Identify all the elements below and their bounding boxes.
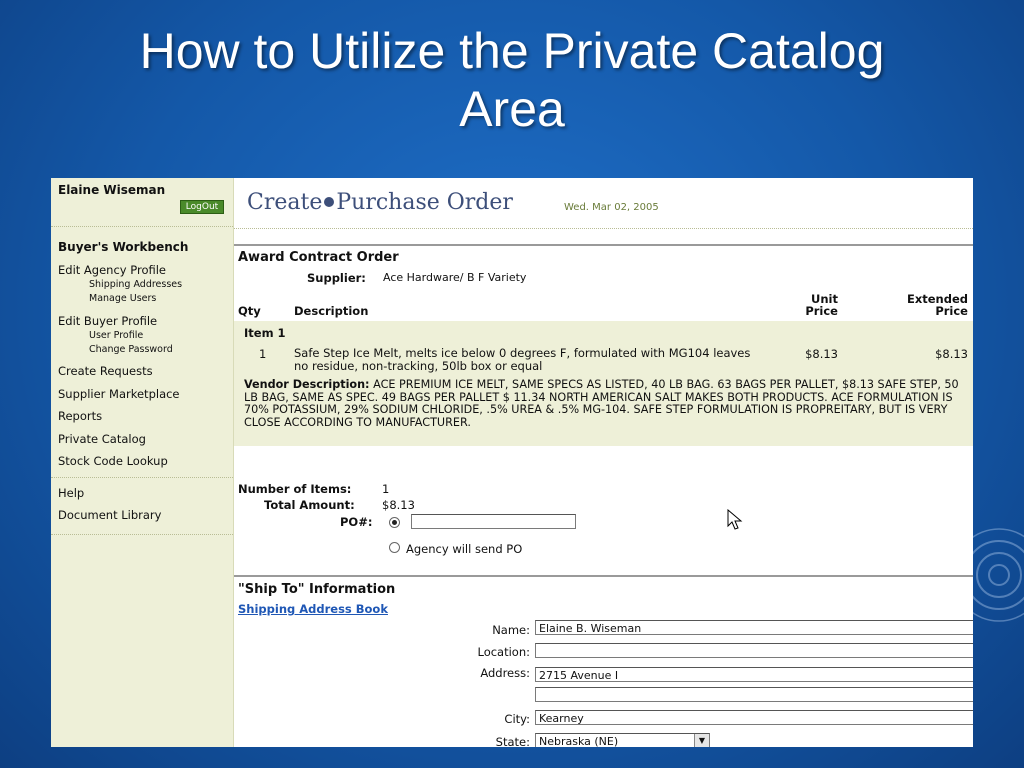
- name-label: Name:: [492, 623, 530, 637]
- name-input[interactable]: Elaine B. Wiseman: [535, 620, 973, 635]
- sidebar-item-stock-code-lookup[interactable]: Stock Code Lookup: [58, 454, 168, 468]
- number-of-items-value: 1: [382, 482, 390, 496]
- sidebar-item-private-catalog[interactable]: Private Catalog: [58, 432, 146, 446]
- supplier-label: Supplier:: [307, 271, 366, 285]
- location-label: Location:: [477, 645, 530, 659]
- location-input[interactable]: [535, 643, 973, 658]
- shipping-address-book-link[interactable]: Shipping Address Book: [238, 602, 388, 616]
- main-content: [234, 178, 973, 747]
- column-header-unit-price-line-1: Unit: [811, 292, 838, 306]
- number-of-items-label: Number of Items:: [238, 482, 352, 496]
- chevron-down-icon[interactable]: ▼: [694, 734, 709, 747]
- po-number-input[interactable]: [411, 514, 576, 529]
- vendor-description-label: Vendor Description:: [244, 378, 370, 391]
- column-header-extended-price-line-1: Extended: [906, 292, 968, 306]
- agency-will-send-po-label: Agency will send PO: [406, 542, 523, 556]
- bullet-icon: [324, 197, 334, 207]
- sidebar-item-shipping-addresses[interactable]: Shipping Addresses: [89, 279, 183, 290]
- divider: [234, 244, 973, 246]
- user-name: Elaine Wiseman: [58, 183, 166, 197]
- address-label: Address:: [480, 666, 530, 680]
- po-number-label: PO#:: [340, 515, 373, 529]
- sidebar-item-user-profile[interactable]: User Profile: [89, 330, 144, 341]
- sidebar-item-reports[interactable]: Reports: [58, 409, 103, 423]
- city-input[interactable]: Kearney: [535, 710, 973, 725]
- item-unit-price: $8.13: [805, 347, 838, 361]
- logout-button[interactable]: LogOut: [180, 200, 224, 214]
- column-header-description: Description: [294, 304, 369, 318]
- sidebar-item-edit-buyer-profile[interactable]: Edit Buyer Profile: [58, 314, 158, 328]
- screenshot-panel: [51, 178, 973, 747]
- city-label: City:: [504, 712, 530, 726]
- address-line-1-input[interactable]: 2715 Avenue I: [535, 667, 973, 682]
- sidebar-divider: [51, 226, 233, 227]
- page-title-left: Create: [247, 190, 323, 215]
- total-amount-value: $8.13: [382, 498, 415, 512]
- state-label: State:: [495, 735, 530, 747]
- sidebar-item-help[interactable]: Help: [58, 486, 85, 500]
- sidebar-item-supplier-marketplace[interactable]: Supplier Marketplace: [58, 387, 180, 401]
- page-date: Wed. Mar 02, 2005: [564, 202, 659, 213]
- sidebar-divider: [51, 534, 233, 535]
- total-amount-label: Total Amount:: [264, 498, 355, 512]
- sidebar-divider: [51, 477, 233, 478]
- po-number-radio[interactable]: [389, 517, 400, 528]
- page-title: [247, 190, 513, 215]
- sidebar-item-edit-agency-profile[interactable]: Edit Agency Profile: [58, 263, 166, 277]
- sidebar-item-create-requests[interactable]: Create Requests: [58, 364, 153, 378]
- item-heading: Item 1: [244, 326, 286, 340]
- item-description: Safe Step Ice Melt, melts ice below 0 degrees F, formulated with MG104 leaves no residue, non-tracking, 50lb box or equal: [294, 346, 751, 373]
- sidebar-item-manage-users[interactable]: Manage Users: [89, 293, 157, 304]
- divider: [234, 228, 973, 229]
- slide-title-line-1: How to Utilize the Private Catalog: [139, 23, 885, 79]
- state-select[interactable]: [535, 733, 710, 747]
- state-select-value: Nebraska (NE): [539, 735, 619, 747]
- slide-title-line-2: Area: [459, 81, 565, 137]
- address-line-2-input[interactable]: [535, 687, 973, 702]
- vendor-description-text: ACE PREMIUM ICE MELT, SAME SPECS AS LISTED, 40 LB BAG. 63 BAGS PER PALLET, $8.13 SAFE STEP, 50 LB BAG, SAME AS SPEC. 49 BAGS PER PALLET $ 11.34 NORTH AMERICAN SALT MAKES BOTH PRODUCTS. ACE FORMULATION IS 70% POTASSIUM, 29% SODIUM CHLORIDE, .5% UREA & .5% MG-104. SAFE STEP FORMULATION IS PROPREITARY, BUT IS VERY CLOSE ACCORDING TO MANUFACTURER.: [244, 378, 959, 429]
- sidebar-item-document-library[interactable]: Document Library: [58, 508, 162, 522]
- item-extended-price: $8.13: [935, 347, 968, 361]
- mouse-pointer-icon: [727, 509, 743, 531]
- agency-will-send-po-radio[interactable]: [389, 542, 400, 553]
- vendor-description: [244, 379, 959, 429]
- column-header-extended-price-line-2: Price: [935, 304, 968, 318]
- sidebar-item-change-password[interactable]: Change Password: [89, 344, 173, 355]
- item-qty: 1: [259, 347, 267, 361]
- supplier-value: Ace Hardware/ B F Variety: [383, 271, 527, 284]
- divider: [234, 575, 973, 577]
- page-title-right: Purchase Order: [336, 190, 513, 215]
- column-header-unit-price-line-2: Price: [805, 304, 838, 318]
- section-title-ship-to: "Ship To" Information: [238, 582, 396, 597]
- sidebar-heading-buyers-workbench: Buyer's Workbench: [58, 240, 189, 254]
- sidebar: [51, 178, 234, 747]
- slide-title: [0, 22, 1024, 138]
- section-title-award-contract: Award Contract Order: [238, 250, 399, 265]
- column-header-qty: Qty: [238, 304, 261, 318]
